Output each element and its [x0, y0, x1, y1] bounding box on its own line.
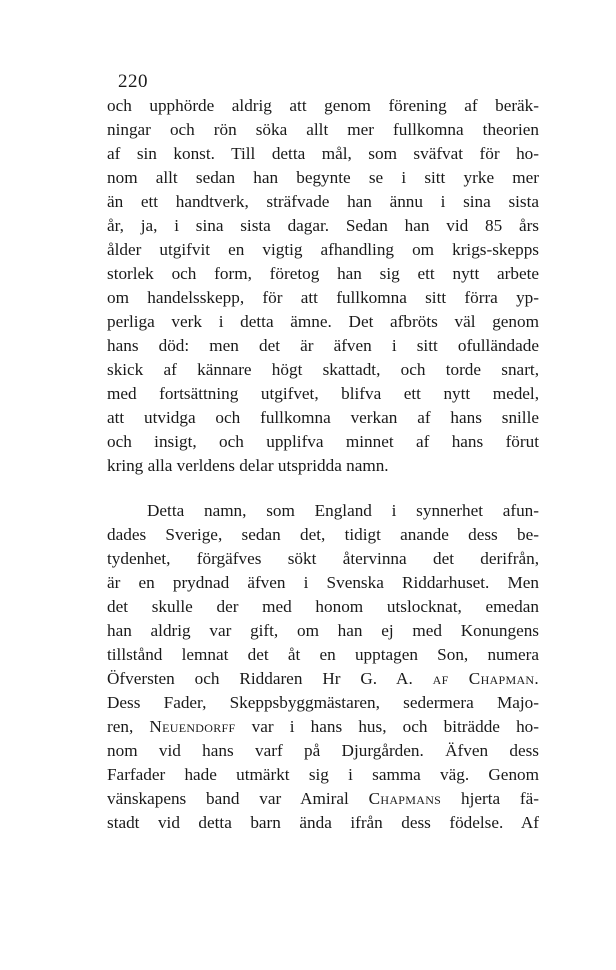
text-line	[107, 715, 539, 739]
text-run: vänskapens band var Amiral	[107, 789, 369, 808]
text-line: och insigt, och upplifva minnet af hans förut	[107, 432, 539, 451]
text-line: nom vid hans varf på Djurgården. Äfven dess	[107, 741, 539, 760]
text-line: storlek och form, företog han sig ett nytt arbete	[107, 264, 539, 283]
text-line: Farfader hade utmärkt sig i samma väg. Genom	[107, 765, 539, 784]
text-line: än ett handtverk, sträfvade han ännu i sina sista	[107, 192, 539, 211]
text-line: och upphörde aldrig att genom förening af beräk-	[107, 96, 539, 115]
text-line	[107, 787, 539, 811]
small-caps-name: af Chapman.	[432, 669, 539, 688]
text-run: var i hans hus, och biträdde ho-	[235, 717, 539, 736]
text-line: år, ja, i sina sista dagar. Sedan han vid 85 års	[107, 216, 539, 235]
small-caps-name: Chapmans	[368, 789, 442, 808]
text-line: stadt vid detta barn ända ifrån dess födelse. Af	[107, 813, 539, 832]
text-line: är en prydnad äfven i Svenska Riddarhuset. Men	[107, 573, 539, 592]
text-line: tillstånd lemnat det åt en upptagen Son, numera	[107, 645, 539, 664]
text-line: om handelsskepp, för att fullkomna sitt förra yp-	[107, 288, 539, 307]
text-line	[107, 667, 539, 691]
text-line: det skulle der med honom utslocknat, emedan	[107, 597, 539, 616]
text-line: skick af kännare högt skattadt, och torde snart,	[107, 360, 539, 379]
text-line: perliga verk i detta ämne. Det afbröts väl genom	[107, 312, 539, 331]
text-line: dades Sverige, sedan det, tidigt anande dess be-	[107, 525, 539, 544]
text-line: med fortsättning utgifvet, blifva ett nytt medel,	[107, 384, 539, 403]
text-run: Öfversten och Riddaren Hr G. A.	[107, 669, 433, 688]
text-line: Detta namn, som England i synnerhet afun-	[147, 501, 539, 520]
text-line: han aldrig var gift, om han ej med Konungens	[107, 621, 539, 640]
text-line: tydenhet, förgäfves sökt återvinna det derifrån,	[107, 549, 539, 568]
small-caps-name: Neuendorff	[149, 717, 236, 736]
text-line: af sin konst. Till detta mål, som sväfvat för ho-	[107, 144, 539, 163]
text-line: ningar och rön söka allt mer fullkomna theorien	[107, 120, 539, 139]
text-line: kring alla verldens delar utspridda namn.	[107, 456, 389, 475]
page-number: 220	[118, 71, 148, 92]
text-run: ren,	[107, 717, 150, 736]
text-line: Dess Fader, Skeppsbyggmästaren, sedermera Majo-	[107, 693, 539, 712]
text-run: hjerta fä-	[441, 789, 539, 808]
text-line: ålder utgifvit en vigtig afhandling om krigs-skepps	[107, 240, 539, 259]
text-line: hans död: men det är äfven i sitt ofulländade	[107, 336, 539, 355]
text-line: att utvidga och fullkomna verkan af hans snille	[107, 408, 539, 427]
text-line: nom allt sedan han begynte se i sitt yrke mer	[107, 168, 539, 187]
